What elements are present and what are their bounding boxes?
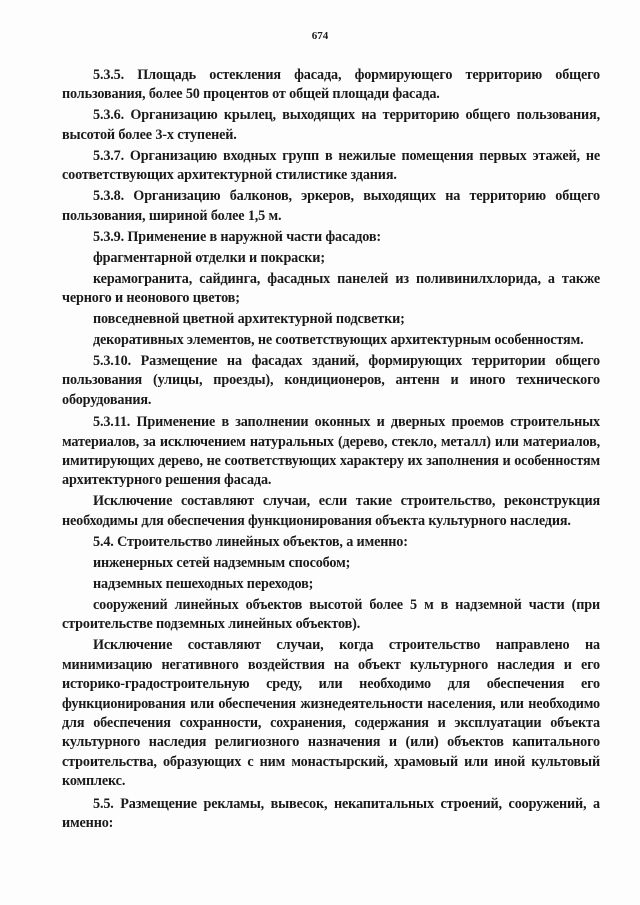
paragraph-5-5: 5.5. Размещение рекламы, вывесок, некапитальных строений, сооружений, а именно:: [62, 795, 600, 831]
list-item-utility-networks: инженерных сетей надземным способом;: [93, 554, 351, 571]
list-item-color-lighting: повседневной цветной архитектурной подсветки;: [93, 311, 405, 328]
list-item-pedestrian-crossings: надземных пешеходных переходов;: [93, 575, 314, 592]
list-item-linear-structures: сооружений линейных объектов высотой более 5 м в надземной части (при строительстве подземных линейных объектов).: [62, 596, 600, 633]
paragraph-5-3-11: 5.3.11. Применение в заполнении оконных и дверных проемов строительных материалов, за исключением натуральных (дерево, стекло, металл) или материалов, имитирующих дерево, не соответствующих характеру их заполнения и особенностям архитектурного решения фасада.: [62, 414, 600, 489]
paragraph-exception-construction: Исключение составляют случаи, когда строительство направлено на минимизацию негативного воздействия на объект культурного наследия и его историко-градостроительную среду, или необходимо для обеспечения его функционирования или обеспечения жизнедеятельности населения, или необходимо для обеспечения сохранности, сохранения, содержания и эксплуатации объекта культурного наследия религиозного назначения и (или) объектов капитального строительства, образующих с ним монастырский, храмовый или иной культовый комплекс.: [62, 637, 600, 790]
list-item-porcelain-siding: керамогранита, сайдинга, фасадных панелей из поливинилхлорида, а также черного и неонового цветов;: [62, 270, 600, 307]
paragraph-5-3-8: 5.3.8. Организацию балконов, эркеров, выходящих на территорию общего пользования, шириной более 1,5 м.: [62, 188, 600, 224]
list-item-decorative-elements: декоративных элементов, не соответствующих архитектурным особенностям.: [93, 332, 584, 349]
paragraph-5-4: 5.4. Строительство линейных объектов, а именно:: [93, 533, 408, 550]
paragraph-exception-heritage: Исключение составляют случаи, если такие строительство, реконструкция необходимы для обеспечения функционирования объекта культурного наследия.: [62, 493, 600, 529]
paragraph-5-3-6: 5.3.6. Организацию крылец, выходящих на территорию общего пользования, высотой более 3-х ступеней.: [62, 107, 600, 143]
paragraph-5-3-9: 5.3.9. Применение в наружной части фасадов:: [93, 228, 381, 245]
list-item-fragmentary-finish: фрагментарной отделки и покраски;: [93, 249, 325, 266]
paragraph-5-3-7: 5.3.7. Организацию входных групп в нежилые помещения первых этажей, не соответствующих архитектурной стилистике здания.: [62, 147, 600, 184]
document-body: [62, 66, 600, 833]
paragraph-5-3-10: 5.3.10. Размещение на фасадах зданий, формирующих территории общего пользования (улицы, проезды), кондиционеров, антенн и иного технического оборудования.: [62, 353, 600, 408]
page-number: 674: [311, 30, 329, 42]
paragraph-5-3-5: 5.3.5. Площадь остекления фасада, формирующего территорию общего пользования, более 50 процентов от общей площади фасада.: [62, 67, 600, 103]
